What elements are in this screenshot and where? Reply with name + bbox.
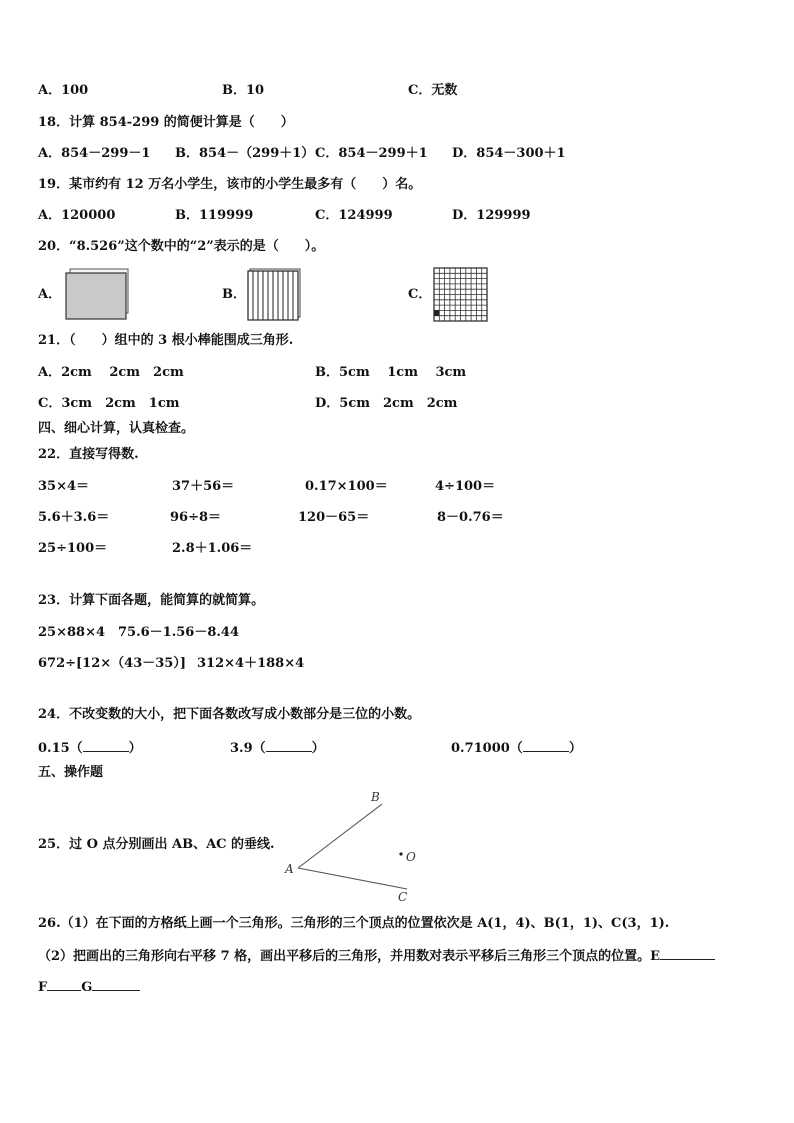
q26-part2: （2）把画出的三角形向右平移 7 格，画出平移后的三角形，并用数对表示平移后三角形三个顶点的位置。E bbox=[38, 947, 715, 965]
label-o: O bbox=[406, 850, 416, 864]
q22-item: 4÷100＝ bbox=[435, 479, 496, 494]
q21-option-a: A．2cm 2cm 2cm bbox=[38, 365, 184, 380]
ray-ab bbox=[298, 804, 382, 868]
q22-item: 8－0.76＝ bbox=[437, 510, 504, 525]
q18-option-a: A．854－299－1 bbox=[38, 146, 151, 161]
q19-option-d: D．129999 bbox=[452, 208, 531, 223]
q22-item: 0.17×100＝ bbox=[305, 479, 388, 494]
q23-item: 312×4＋188×4 bbox=[197, 656, 305, 671]
q18-option-c: C．854－299＋1 bbox=[315, 146, 428, 161]
q24-item: 3.9（ ） bbox=[230, 741, 325, 756]
answer-blank-f[interactable] bbox=[47, 978, 81, 991]
q21-stem: 21．（ ）组中的 3 根小棒能围成三角形. bbox=[38, 333, 294, 348]
q21-option-c: C．3cm 2cm 1cm bbox=[38, 396, 180, 411]
q22-stem: 22．直接写得数. bbox=[38, 447, 139, 462]
answer-blank[interactable] bbox=[523, 739, 569, 752]
label-c: C bbox=[398, 890, 408, 904]
q25-angle-figure bbox=[280, 785, 430, 910]
answer-blank[interactable] bbox=[83, 739, 129, 752]
section-5-heading: 五、操作题 bbox=[38, 765, 104, 780]
q20-hundredths-figure bbox=[433, 267, 489, 323]
q18-stem: 18．计算 854-299 的简便计算是（ ） bbox=[38, 115, 294, 130]
q20-tenths-figure bbox=[246, 268, 302, 322]
q24-item: 0.15（ ） bbox=[38, 741, 142, 756]
ray-ac bbox=[298, 868, 407, 889]
q26-fg: F G bbox=[38, 978, 140, 996]
q19-option-a: A．120000 bbox=[38, 208, 116, 223]
answer-blank-e[interactable] bbox=[660, 947, 715, 960]
q19-option-b: B．119999 bbox=[175, 208, 254, 223]
q20-option-a: A． bbox=[38, 287, 62, 302]
q22-item: 120－65＝ bbox=[298, 510, 370, 525]
label-b: B bbox=[371, 790, 380, 804]
q20-option-c: C． bbox=[408, 287, 432, 302]
answer-blank-g[interactable] bbox=[92, 978, 140, 991]
q26-part1: 26.（1）在下面的方格纸上画一个三角形。三角形的三个顶点的位置依次是 A(1，4)、B(1，1)、C(3，1). bbox=[38, 916, 670, 931]
q17-option-b: B．10 bbox=[222, 83, 265, 98]
q18-option-b: B．854－（299＋1） bbox=[175, 146, 315, 161]
q23-item: 25×88×4 bbox=[38, 625, 106, 640]
q18-option-d: D．854－300＋1 bbox=[452, 146, 566, 161]
label-a: A bbox=[285, 862, 294, 876]
q21-option-d: D．5cm 2cm 2cm bbox=[315, 396, 458, 411]
q22-item: 37＋56＝ bbox=[172, 479, 235, 494]
q22-item: 35×4＝ bbox=[38, 479, 90, 494]
point-o bbox=[399, 852, 402, 855]
q17-option-c: C．无数 bbox=[408, 83, 458, 98]
q21-option-b: B．5cm 1cm 3cm bbox=[315, 365, 467, 380]
q22-item: 2.8＋1.06＝ bbox=[172, 541, 253, 556]
section-4-heading: 四、细心计算，认真检查。 bbox=[38, 421, 195, 436]
q22-item: 96÷8＝ bbox=[170, 510, 222, 525]
q23-item: 672÷[12×（43－35）] bbox=[38, 656, 186, 671]
q23-stem: 23．计算下面各题，能简算的就简算。 bbox=[38, 593, 265, 608]
q19-stem: 19．某市约有 12 万名小学生，该市的小学生最多有（ ）名。 bbox=[38, 177, 422, 192]
q20-stem: 20．“8.526”这个数中的“2”表示的是（ ）。 bbox=[38, 239, 325, 254]
q24-item: 0.71000（ ） bbox=[451, 741, 582, 756]
q25-stem: 25．过 O 点分别画出 AB、AC 的垂线. bbox=[38, 837, 275, 852]
answer-blank[interactable] bbox=[266, 739, 312, 752]
q19-option-c: C．124999 bbox=[315, 208, 393, 223]
q24-stem: 24．不改变数的大小，把下面各数改写成小数部分是三位的小数。 bbox=[38, 707, 421, 722]
q23-item: 75.6－1.56－8.44 bbox=[118, 625, 239, 640]
q17-option-a: A．100 bbox=[38, 83, 89, 98]
q22-item: 5.6＋3.6＝ bbox=[38, 510, 110, 525]
q20-unit-square-figure bbox=[64, 268, 134, 322]
q22-item: 25÷100＝ bbox=[38, 541, 108, 556]
q20-option-b: B． bbox=[222, 287, 246, 302]
